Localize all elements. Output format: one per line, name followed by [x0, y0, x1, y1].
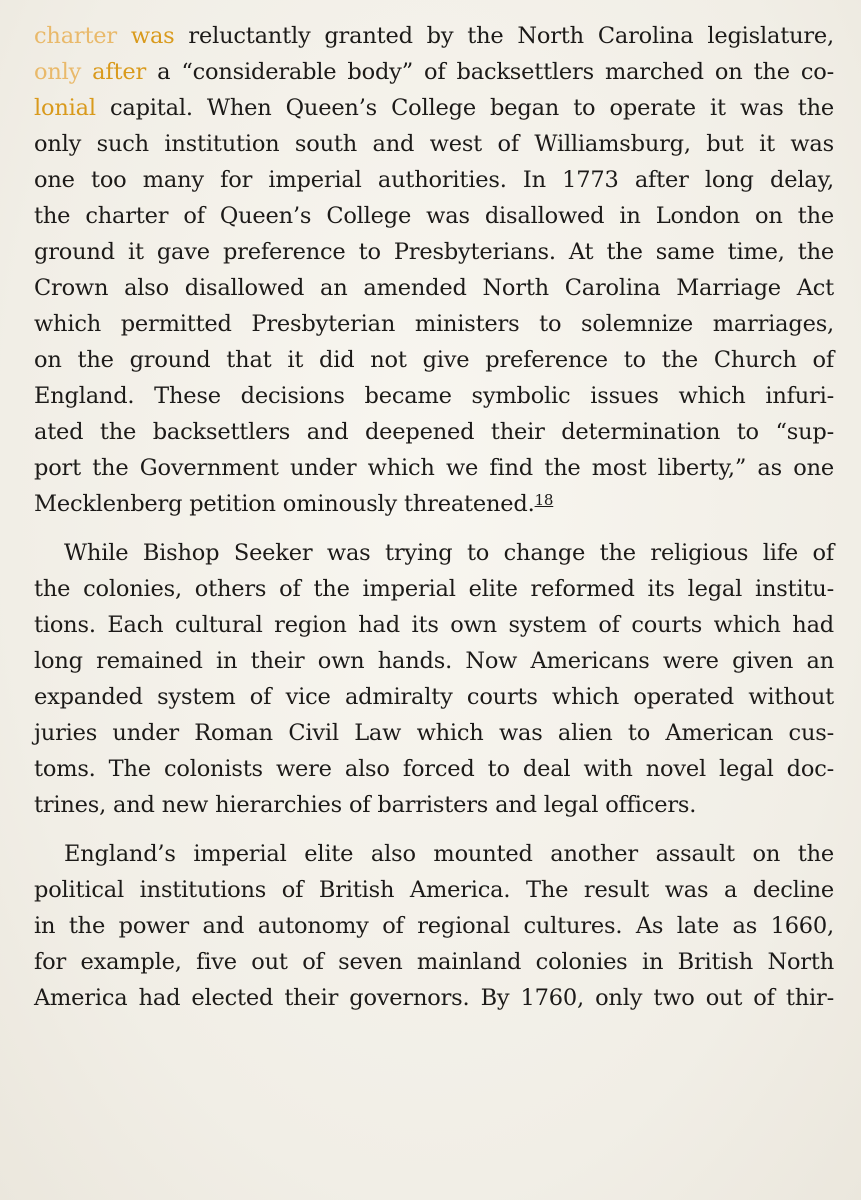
text-line: tions. Each cultural region had its own system of courts which had — [34, 612, 834, 638]
paragraph-2 — [34, 535, 834, 823]
highlighted-text: after — [81, 59, 147, 85]
highlighted-text: was — [116, 23, 175, 49]
text-line: for example, five out of seven mainland colonies in British North — [34, 949, 834, 975]
text-line: While Bishop Seeker was trying to change the religious life of — [64, 540, 834, 566]
text-line: political institutions of British America. The result was a decline — [34, 877, 834, 903]
text-line: which permitted Presbyterian ministers to solemnize marriages, — [34, 311, 834, 337]
text-line: juries under Roman Civil Law which was alien to American cus- — [34, 720, 834, 746]
paragraph-3 — [34, 836, 834, 1016]
text-line: on the ground that it did not give preference to the Church of — [34, 347, 834, 373]
text-line: the colonies, others of the imperial elite reformed its legal institu- — [34, 576, 834, 602]
footnote-reference[interactable]: 18 — [534, 491, 554, 509]
text-line: the charter of Queen’s College was disallowed in London on the — [34, 203, 834, 229]
highlighted-text: lonial — [34, 95, 96, 121]
text-line: England’s imperial elite also mounted another assault on the — [64, 841, 834, 867]
text-line: ground it gave preference to Presbyterians. At the same time, the — [34, 239, 834, 265]
book-page — [34, 18, 834, 1016]
highlighted-text: only — [34, 59, 82, 85]
text-line: toms. The colonists were also forced to deal with novel legal doc- — [34, 756, 834, 782]
text-line: only such institution south and west of Williamsburg, but it was — [34, 131, 834, 157]
text-line: Mecklenberg petition ominously threatened.$^{18}$ — [34, 491, 554, 517]
highlighted-text: charter — [34, 23, 117, 49]
text-line: trines, and new hierarchies of barristers and legal officers. — [34, 792, 697, 818]
text-line: Crown also disallowed an amended North Carolina Marriage Act — [34, 275, 834, 301]
text-line: long remained in their own hands. Now Americans were given an — [34, 648, 834, 674]
text-line: America had elected their governors. By 1760, only two out of thir- — [34, 985, 834, 1011]
text-line: expanded system of vice admiralty courts which operated without — [34, 684, 834, 710]
text-line: lonial capital. When Queen’s College began to operate it was the — [34, 95, 834, 121]
text-line: only after a “considerable body” of backsettlers marched on the co- — [34, 59, 834, 85]
paragraph-1 — [34, 18, 834, 522]
text-line: in the power and autonomy of regional cultures. As late as 1660, — [34, 913, 834, 939]
text-line: England. These decisions became symbolic issues which infuri- — [34, 383, 834, 409]
text-line: port the Government under which we find the most liberty,” as one — [34, 455, 834, 481]
text-line: ated the backsettlers and deepened their determination to “sup- — [34, 419, 834, 445]
text-line: one too many for imperial authorities. In 1773 after long delay, — [34, 167, 834, 193]
text-line: charter was reluctantly granted by the North Carolina legislature, — [34, 23, 834, 49]
